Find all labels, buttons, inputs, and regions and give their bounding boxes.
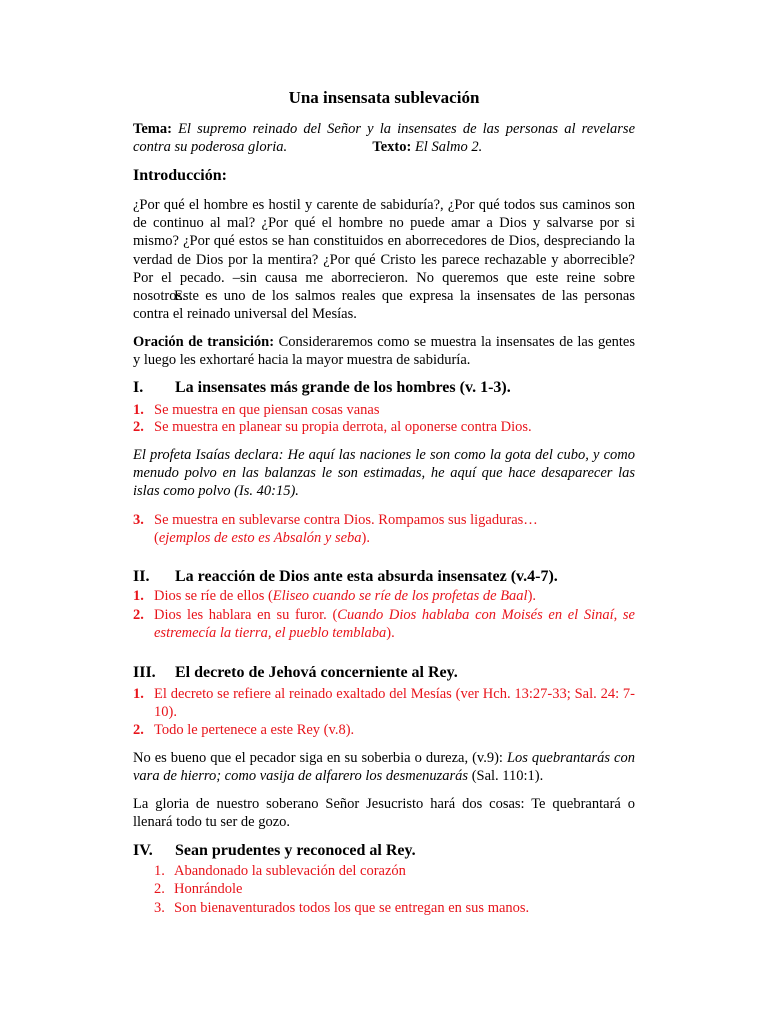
section-3-paragraph-1 xyxy=(133,749,635,785)
tema-text: El supremo reinado del Señor y la insensates de las personas al revelarse contra su poderosa gloria. xyxy=(133,121,636,156)
list-item xyxy=(133,418,635,436)
paragraph-italic: Los quebrantarás con vara de hierro; como vasija de alfarero los desmenuzarás xyxy=(133,750,635,785)
list-text: Se muestra en planear su propia derrota, al oponerse contra Dios. xyxy=(154,419,532,435)
section-heading-3 xyxy=(133,664,458,682)
section-number: II. xyxy=(133,568,150,585)
intro-paragraph-1: ¿Por qué el hombre es hostil y carente de sabiduría?, ¿Por qué todos sus caminos son de continuo al mal? ¿Por qué el hombre no puede amar a Dios y salvarse por si mismo? ¿Por qué estos se han constituidos en aborrecedores de Dios, despreciando la verdad de Dios por la mentira? ¿Por qué Cristo les parece rechazable y aborrecible? Por el pecado. –sin causa me aborrecieron. No queremos que este reine sobre nosotros. xyxy=(133,197,635,305)
list-item xyxy=(133,511,635,547)
paren-close: ). xyxy=(361,530,371,547)
paragraph-text: No es bueno que el pecador siga en su soberbia o dureza, (v.9): xyxy=(133,750,507,766)
list-number: 3. xyxy=(154,900,165,916)
list-text-end: ). xyxy=(527,588,537,604)
list-text: El decreto se refiere al reinado exaltado del Mesías (ver Hch. 13:27-33; Sal. 24: 7-10). xyxy=(154,686,635,721)
tema-label: Tema: xyxy=(133,121,172,137)
page-title: Una insensata sublevación xyxy=(288,88,480,107)
texto-value: El Salmo 2. xyxy=(414,139,483,156)
section-title: El decreto de Jehová concerniente al Rey. xyxy=(175,664,458,681)
section-title: La insensates más grande de los hombres (v. 1-3). xyxy=(175,379,511,396)
list-number: 2. xyxy=(133,419,144,435)
list-number: 1. xyxy=(133,588,144,604)
list-italic: ejemplos de esto es Absalón y seba xyxy=(158,530,362,547)
section-number: IV. xyxy=(133,842,153,859)
section-heading-4 xyxy=(133,842,416,860)
quote-text: El profeta Isaías declara: He aquí las naciones le son como la gota del cubo, y como menudo polvo en las balanzas le son estimadas, he aquí que hace desaparecer las islas como polvo (Is. 40:15). xyxy=(133,447,635,500)
list-text: Son bienaventurados todos los que se entregan en sus manos. xyxy=(174,900,530,916)
tema-block xyxy=(133,120,635,156)
list-text-end: ). xyxy=(386,625,395,642)
transition-block xyxy=(133,333,635,369)
list-text: Abandonado la sublevación del corazón xyxy=(174,863,406,879)
list-number: 2. xyxy=(133,722,144,738)
section-title: Sean prudentes y reconoced al Rey. xyxy=(175,842,416,859)
list-item xyxy=(154,862,634,880)
section-heading-2 xyxy=(133,568,558,586)
paren-open: ( xyxy=(154,530,159,547)
list-item xyxy=(133,721,635,739)
intro-paragraph-2: Este es uno de los salmos reales que expresa la insensates de las personas contra el reinado universal del Mesías. xyxy=(133,288,635,323)
texto-label: Texto: xyxy=(372,139,412,156)
quote-paragraph xyxy=(133,446,635,501)
section-3-paragraph-2: La gloria de nuestro soberano Señor Jesucristo hará dos cosas: Te quebrantará o llenará todo tu ser de gozo. xyxy=(133,796,635,831)
list-item xyxy=(133,606,635,642)
list-item xyxy=(133,685,635,721)
section-title: La reacción de Dios ante esta absurda insensatez (v.4-7). xyxy=(175,568,558,585)
list-italic: Eliseo cuando se ríe de los profetas de Baal xyxy=(272,588,528,604)
list-item xyxy=(154,899,634,917)
list-italic: Cuando Dios hablaba con Moisés en el Sinaí, se estremecía la tierra, el pueblo temblaba xyxy=(154,607,635,642)
section-heading-1 xyxy=(133,379,511,397)
list-number: 3. xyxy=(133,512,144,528)
list-number: 1. xyxy=(133,402,144,418)
section-number: III. xyxy=(133,664,156,681)
list-text: Dios se ríe de ellos ( xyxy=(154,588,273,604)
list-text: Se muestra en que piensan cosas vanas xyxy=(154,402,380,418)
transition-label: Oración de transición: xyxy=(133,334,275,350)
intro-heading: Introducción: xyxy=(133,167,227,184)
list-item xyxy=(133,401,635,419)
list-text: Dios les hablara en su furor. ( xyxy=(154,607,338,623)
list-item xyxy=(154,880,634,898)
list-number: 1. xyxy=(154,863,165,879)
section-number: I. xyxy=(133,379,144,396)
list-number: 1. xyxy=(133,686,144,702)
paragraph-ref: (Sal. 110:1). xyxy=(468,768,544,785)
transition-text: Consideraremos como se muestra la insensates de las gentes y luego les exhortaré hacia la mayor muestra de sabiduría. xyxy=(133,334,636,369)
list-text: Todo le pertenece a este Rey (v.8). xyxy=(154,722,355,738)
list-number: 2. xyxy=(154,881,165,897)
list-item xyxy=(133,587,635,605)
list-text: Se muestra en sublevarse contra Dios. Rompamos sus ligaduras… xyxy=(154,512,538,528)
list-number: 2. xyxy=(133,607,144,623)
list-text: Honrándole xyxy=(174,881,243,897)
